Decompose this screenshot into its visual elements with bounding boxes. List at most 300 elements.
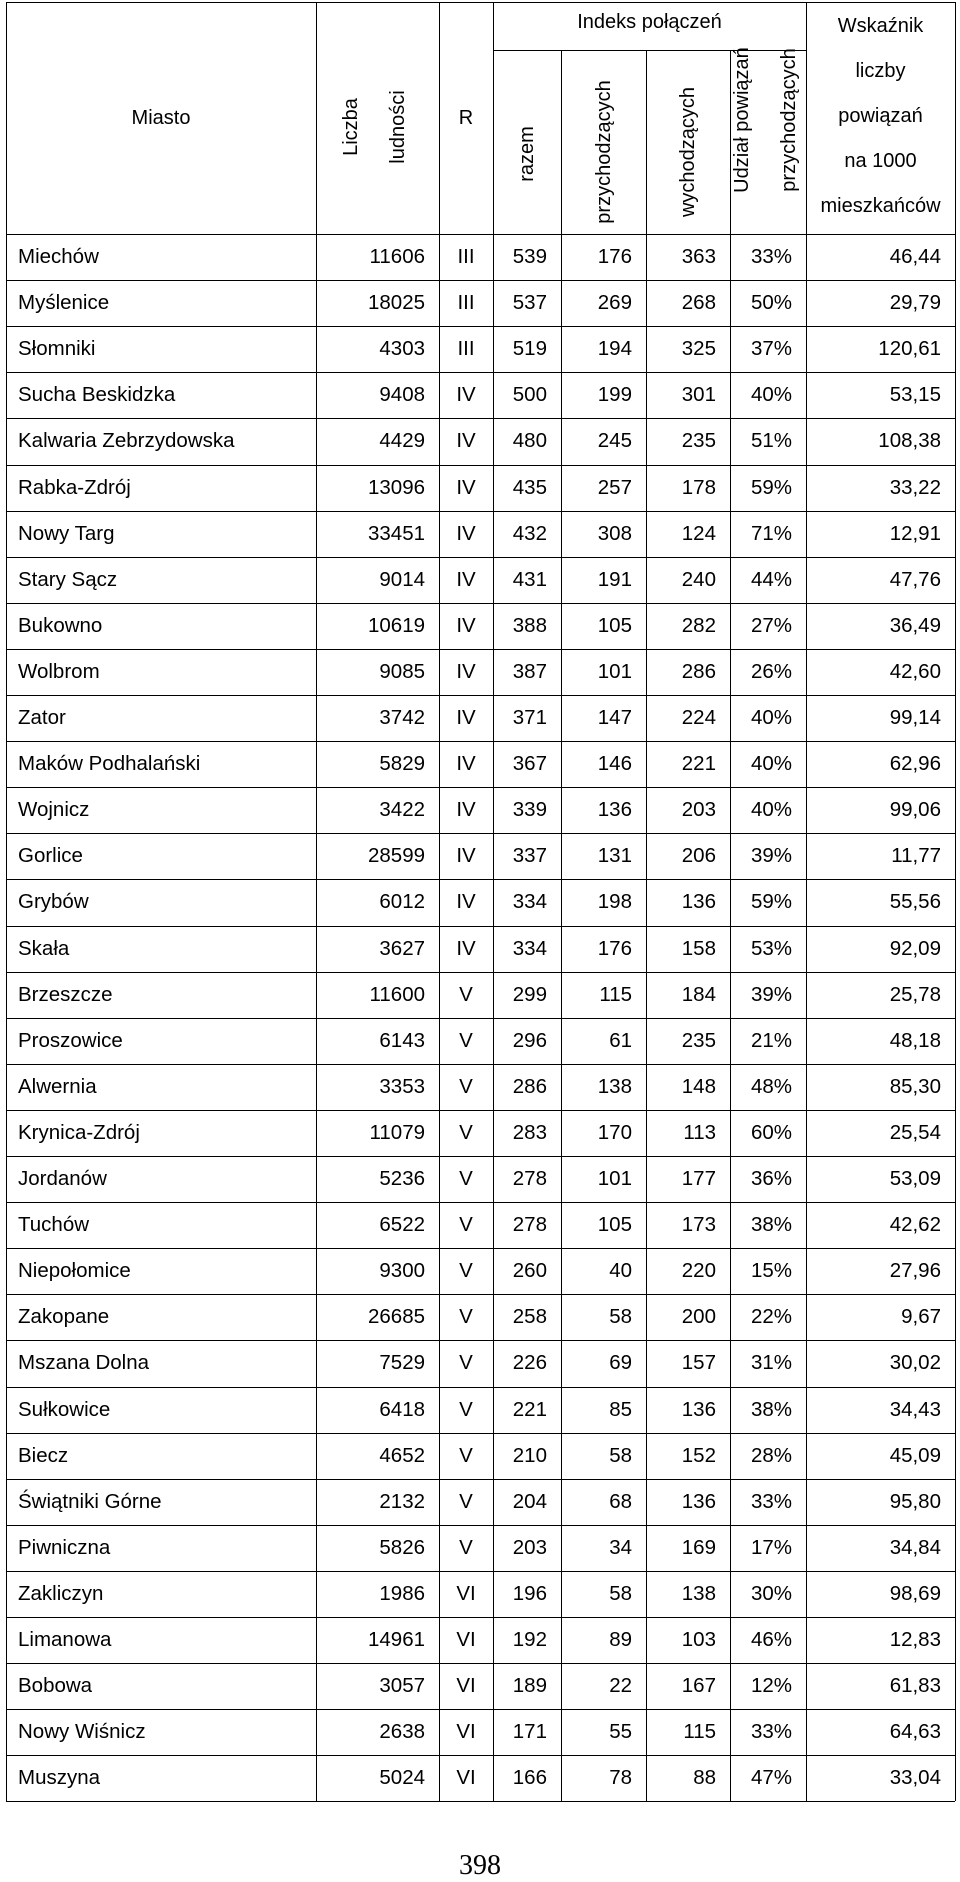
- cell-rank: IV: [456, 844, 476, 868]
- cell-index-incoming: 58: [609, 1443, 632, 1467]
- cell-ratio: 99,14: [889, 706, 941, 730]
- cell-ratio: 53,09: [889, 1167, 941, 1191]
- cell-index-total: 171: [512, 1720, 547, 1744]
- page-number: 398: [459, 1850, 501, 1881]
- row-separator: [6, 926, 955, 927]
- cell-share: 59%: [750, 890, 792, 914]
- cell-population: 2132: [379, 1489, 425, 1513]
- cell-ratio: 42,60: [889, 659, 941, 683]
- cell-index-outgoing: 88: [693, 1766, 716, 1790]
- header-index-incoming: przychodzących: [592, 80, 615, 224]
- cell-rank: IV: [456, 567, 476, 591]
- cell-ratio: 47,76: [889, 567, 941, 591]
- cell-index-incoming: 101: [597, 1167, 632, 1191]
- cell-ratio: 46,44: [889, 245, 941, 269]
- cell-ratio: 25,78: [889, 982, 941, 1006]
- cell-share: 40%: [750, 798, 792, 822]
- cell-city: Myślenice: [18, 291, 110, 315]
- cell-share: 40%: [750, 752, 792, 776]
- cell-share: 71%: [750, 521, 792, 545]
- cell-population: 5826: [379, 1535, 425, 1559]
- cell-index-total: 189: [512, 1674, 547, 1698]
- cell-share: 38%: [750, 1397, 792, 1421]
- row-separator: [6, 833, 955, 834]
- row-separator: [6, 603, 955, 604]
- cell-share: 27%: [750, 613, 792, 637]
- cell-city: Świątniki Górne: [18, 1489, 162, 1513]
- header-population-line2: ludności: [387, 90, 409, 164]
- cell-share: 50%: [750, 291, 792, 315]
- row-separator: [6, 972, 955, 973]
- cell-share: 40%: [750, 706, 792, 730]
- cell-population: 5236: [379, 1167, 425, 1191]
- column-separator: [6, 2, 7, 1801]
- cell-city: Proszowice: [18, 1028, 123, 1052]
- header-rank: R: [458, 107, 474, 129]
- cell-index-outgoing: 113: [683, 1120, 716, 1144]
- cell-index-outgoing: 184: [681, 982, 716, 1006]
- cell-index-incoming: 68: [609, 1489, 632, 1513]
- cell-index-outgoing: 136: [681, 1397, 716, 1421]
- cell-ratio: 120,61: [878, 337, 941, 361]
- cell-population: 11079: [369, 1120, 425, 1144]
- header-ratio-line: mieszkańców: [820, 195, 941, 217]
- cell-index-outgoing: 224: [681, 706, 716, 730]
- cell-index-total: 192: [512, 1628, 547, 1652]
- cell-ratio: 27,96: [889, 1259, 941, 1283]
- cell-ratio: 9,67: [901, 1305, 941, 1329]
- row-separator: [6, 879, 955, 880]
- cell-index-incoming: 105: [597, 1213, 632, 1237]
- row-separator: [6, 1110, 955, 1111]
- header-ratio-line: Wskaźnik: [837, 15, 924, 37]
- cell-share: 15%: [750, 1259, 792, 1283]
- cell-index-total: 258: [512, 1305, 547, 1329]
- cell-index-incoming: 308: [597, 521, 632, 545]
- cell-population: 11606: [369, 245, 425, 269]
- header-index-group: Indeks połączeń: [577, 11, 722, 33]
- cell-city: Nowy Wiśnicz: [18, 1720, 146, 1744]
- cell-index-outgoing: 167: [681, 1674, 716, 1698]
- cell-rank: V: [459, 1351, 473, 1375]
- row-separator: [6, 1433, 955, 1434]
- cell-index-incoming: 269: [597, 291, 632, 315]
- cell-rank: VI: [456, 1674, 476, 1698]
- row-separator: [6, 1156, 955, 1157]
- cell-index-outgoing: 301: [681, 383, 716, 407]
- cell-population: 6522: [379, 1213, 425, 1237]
- cell-share: 40%: [750, 383, 792, 407]
- cell-index-incoming: 136: [597, 798, 632, 822]
- row-separator: [6, 1340, 955, 1341]
- cell-share: 47%: [750, 1766, 792, 1790]
- header-index-outgoing: wychodzących: [677, 86, 699, 218]
- cell-share: 26%: [750, 659, 792, 683]
- cell-index-incoming: 257: [597, 475, 632, 499]
- cell-rank: III: [457, 337, 475, 361]
- cell-rank: V: [459, 1028, 473, 1052]
- header-ratio-line: liczby: [855, 60, 906, 82]
- cell-city: Zator: [18, 706, 66, 730]
- cell-index-total: 166: [512, 1766, 547, 1790]
- cell-city: Bukowno: [18, 613, 103, 637]
- row-separator: [6, 1064, 955, 1065]
- cell-rank: V: [459, 1120, 473, 1144]
- cell-index-total: 500: [512, 383, 547, 407]
- cell-ratio: 36,49: [889, 613, 941, 637]
- cell-city: Piwniczna: [18, 1535, 111, 1559]
- cell-index-incoming: 245: [597, 429, 632, 453]
- cell-ratio: 48,18: [889, 1028, 941, 1052]
- cell-index-outgoing: 115: [683, 1720, 716, 1744]
- cell-ratio: 11,77: [891, 844, 941, 868]
- cell-city: Grybów: [18, 890, 89, 914]
- cell-share: 59%: [750, 475, 792, 499]
- header-ratio-line: na 1000: [844, 150, 917, 172]
- cell-ratio: 12,91: [889, 521, 941, 545]
- row-separator: [6, 787, 955, 788]
- cell-index-outgoing: 221: [681, 752, 716, 776]
- cell-city: Stary Sącz: [18, 567, 118, 591]
- cell-share: 12%: [750, 1674, 792, 1698]
- cell-index-outgoing: 268: [681, 291, 716, 315]
- cell-city: Kalwaria Zebrzydowska: [18, 429, 235, 453]
- cell-index-total: 210: [512, 1443, 547, 1467]
- cell-population: 11600: [369, 982, 425, 1006]
- cell-share: 33%: [750, 245, 792, 269]
- cell-population: 3353: [379, 1074, 425, 1098]
- cell-share: 38%: [750, 1213, 792, 1237]
- cell-rank: IV: [456, 429, 476, 453]
- cell-rank: III: [457, 245, 475, 269]
- cell-population: 28599: [367, 844, 425, 868]
- cell-share: 48%: [750, 1074, 792, 1098]
- cell-index-incoming: 85: [609, 1397, 632, 1421]
- row-separator: [6, 465, 955, 466]
- cell-share: 33%: [750, 1489, 792, 1513]
- cell-index-incoming: 199: [597, 383, 632, 407]
- cell-rank: IV: [456, 659, 476, 683]
- cell-index-total: 339: [512, 798, 547, 822]
- cell-city: Nowy Targ: [18, 521, 115, 545]
- cell-share: 31%: [750, 1351, 792, 1375]
- cell-population: 1986: [379, 1581, 425, 1605]
- cell-population: 9408: [379, 383, 425, 407]
- row-separator: [6, 1294, 955, 1295]
- cell-rank: VI: [456, 1581, 476, 1605]
- cell-city: Limanowa: [18, 1628, 112, 1652]
- cell-ratio: 55,56: [889, 890, 941, 914]
- row-separator: [6, 280, 955, 281]
- cell-rank: IV: [456, 752, 476, 776]
- cell-share: 37%: [750, 337, 792, 361]
- cell-ratio: 53,15: [889, 383, 941, 407]
- cell-rank: VI: [456, 1766, 476, 1790]
- cell-index-outgoing: 148: [681, 1074, 716, 1098]
- cell-index-outgoing: 325: [681, 337, 716, 361]
- cell-rank: IV: [456, 475, 476, 499]
- row-separator: [6, 511, 955, 512]
- cell-rank: V: [459, 1489, 473, 1513]
- cell-city: Bobowa: [18, 1674, 93, 1698]
- cell-share: 33%: [750, 1720, 792, 1744]
- cell-ratio: 85,30: [889, 1074, 941, 1098]
- cell-index-total: 283: [512, 1120, 547, 1144]
- header-separator: [6, 234, 955, 235]
- cell-population: 18025: [367, 291, 425, 315]
- cell-ratio: 92,09: [889, 936, 941, 960]
- row-separator: [6, 1709, 955, 1710]
- cell-share: 28%: [750, 1443, 792, 1467]
- cell-ratio: 95,80: [889, 1489, 941, 1513]
- cell-share: 53%: [750, 936, 792, 960]
- cell-city: Niepołomice: [18, 1259, 131, 1283]
- cell-city: Sucha Beskidzka: [18, 383, 176, 407]
- cell-population: 6418: [379, 1397, 425, 1421]
- cell-rank: VI: [456, 1720, 476, 1744]
- cell-index-total: 226: [512, 1351, 547, 1375]
- cell-city: Tuchów: [18, 1213, 90, 1237]
- cell-ratio: 33,22: [889, 475, 941, 499]
- cell-index-outgoing: 136: [681, 1489, 716, 1513]
- cell-ratio: 33,04: [889, 1766, 941, 1790]
- cell-index-outgoing: 220: [681, 1259, 716, 1283]
- cell-population: 2638: [379, 1720, 425, 1744]
- cell-index-total: 371: [512, 706, 547, 730]
- cell-index-incoming: 131: [597, 844, 632, 868]
- cell-population: 14961: [367, 1628, 425, 1652]
- cell-rank: V: [459, 1535, 473, 1559]
- cell-share: 39%: [750, 844, 792, 868]
- cell-index-total: 203: [512, 1535, 547, 1559]
- cell-ratio: 64,63: [889, 1720, 941, 1744]
- cell-share: 44%: [750, 567, 792, 591]
- cell-rank: IV: [456, 936, 476, 960]
- cell-population: 5024: [379, 1766, 425, 1790]
- cell-index-total: 278: [512, 1213, 547, 1237]
- cell-index-total: 367: [512, 752, 547, 776]
- header-share-line2: przychodzących: [778, 48, 800, 192]
- cell-population: 3627: [379, 936, 425, 960]
- cell-index-incoming: 115: [599, 982, 632, 1006]
- cell-share: 21%: [750, 1028, 792, 1052]
- row-separator: [6, 557, 955, 558]
- data-table: [6, 2, 955, 1816]
- cell-index-total: 519: [512, 337, 547, 361]
- cell-population: 4303: [379, 337, 425, 361]
- cell-ratio: 98,69: [889, 1581, 941, 1605]
- cell-city: Biecz: [18, 1443, 69, 1467]
- cell-city: Zakopane: [18, 1305, 110, 1329]
- cell-index-outgoing: 158: [681, 936, 716, 960]
- cell-index-outgoing: 363: [681, 245, 716, 269]
- cell-index-total: 196: [512, 1581, 547, 1605]
- cell-index-total: 299: [512, 982, 547, 1006]
- cell-ratio: 30,02: [889, 1351, 941, 1375]
- cell-population: 26685: [367, 1305, 425, 1329]
- cell-population: 3742: [379, 706, 425, 730]
- cell-population: 33451: [367, 521, 425, 545]
- cell-index-incoming: 101: [597, 659, 632, 683]
- cell-index-incoming: 61: [609, 1028, 632, 1052]
- row-separator: [6, 326, 955, 327]
- cell-index-total: 431: [512, 567, 547, 591]
- row-separator: [6, 1018, 955, 1019]
- cell-index-incoming: 105: [597, 613, 632, 637]
- cell-ratio: 42,62: [889, 1213, 941, 1237]
- row-separator: [6, 1479, 955, 1480]
- header-index-total: razem: [516, 126, 538, 182]
- row-separator: [6, 1755, 955, 1756]
- cell-city: Słomniki: [18, 337, 96, 361]
- cell-index-outgoing: 235: [681, 429, 716, 453]
- cell-index-incoming: 191: [597, 567, 632, 591]
- cell-ratio: 62,96: [889, 752, 941, 776]
- cell-population: 6143: [379, 1028, 425, 1052]
- cell-ratio: 34,43: [889, 1397, 941, 1421]
- cell-city: Sułkowice: [18, 1397, 111, 1421]
- cell-index-outgoing: 136: [681, 890, 716, 914]
- cell-population: 9085: [379, 659, 425, 683]
- row-separator: [6, 1387, 955, 1388]
- cell-index-incoming: 176: [597, 245, 632, 269]
- cell-index-outgoing: 138: [681, 1581, 716, 1605]
- cell-city: Wolbrom: [18, 659, 100, 683]
- cell-index-outgoing: 169: [681, 1535, 716, 1559]
- cell-index-total: 337: [512, 844, 547, 868]
- row-separator: [6, 741, 955, 742]
- cell-ratio: 25,54: [889, 1120, 941, 1144]
- cell-ratio: 29,79: [889, 291, 941, 315]
- cell-ratio: 61,83: [889, 1674, 941, 1698]
- cell-rank: IV: [456, 706, 476, 730]
- cell-index-incoming: 170: [597, 1120, 632, 1144]
- cell-city: Zakliczyn: [18, 1581, 104, 1605]
- cell-rank: V: [459, 1305, 473, 1329]
- cell-index-incoming: 198: [597, 890, 632, 914]
- cell-index-total: 278: [512, 1167, 547, 1191]
- row-separator: [6, 1663, 955, 1664]
- cell-index-incoming: 147: [597, 706, 632, 730]
- row-separator: [6, 372, 955, 373]
- cell-share: 51%: [750, 429, 792, 453]
- cell-index-outgoing: 286: [681, 659, 716, 683]
- cell-ratio: 99,06: [889, 798, 941, 822]
- cell-population: 5829: [379, 752, 425, 776]
- cell-city: Skała: [18, 936, 70, 960]
- cell-city: Wojnicz: [18, 798, 90, 822]
- cell-rank: V: [459, 1259, 473, 1283]
- cell-population: 7529: [379, 1351, 425, 1375]
- row-separator: [6, 1617, 955, 1618]
- index-group-underline: [493, 50, 806, 51]
- header-share-line1: Udział powiązań: [731, 47, 753, 193]
- cell-index-outgoing: 177: [681, 1167, 716, 1191]
- cell-population: 6012: [379, 890, 425, 914]
- cell-rank: IV: [456, 890, 476, 914]
- row-separator: [6, 1248, 955, 1249]
- cell-share: 17%: [750, 1535, 792, 1559]
- cell-city: Alwernia: [18, 1074, 97, 1098]
- header-ratio-line: powiązań: [838, 105, 923, 127]
- cell-index-total: 260: [512, 1259, 547, 1283]
- cell-share: 36%: [750, 1167, 792, 1191]
- cell-city: Miechów: [18, 245, 99, 269]
- cell-rank: IV: [456, 613, 476, 637]
- cell-rank: V: [459, 982, 473, 1006]
- cell-index-total: 388: [512, 613, 547, 637]
- cell-index-total: 334: [512, 890, 547, 914]
- cell-index-outgoing: 178: [681, 475, 716, 499]
- cell-share: 39%: [750, 982, 792, 1006]
- cell-ratio: 45,09: [889, 1443, 941, 1467]
- cell-index-incoming: 34: [609, 1535, 632, 1559]
- cell-rank: V: [459, 1397, 473, 1421]
- cell-index-total: 296: [512, 1028, 547, 1052]
- cell-index-total: 539: [512, 245, 547, 269]
- cell-index-outgoing: 103: [681, 1628, 716, 1652]
- cell-index-incoming: 78: [609, 1766, 632, 1790]
- header-population-line1: Liczba: [340, 98, 362, 156]
- cell-index-incoming: 58: [609, 1581, 632, 1605]
- row-separator: [6, 418, 955, 419]
- cell-index-total: 435: [512, 475, 547, 499]
- row-separator: [6, 695, 955, 696]
- cell-population: 4429: [379, 429, 425, 453]
- cell-population: 10619: [367, 613, 425, 637]
- cell-index-total: 204: [512, 1489, 547, 1513]
- cell-index-outgoing: 203: [681, 798, 716, 822]
- cell-index-incoming: 55: [609, 1720, 632, 1744]
- cell-city: Mszana Dolna: [18, 1351, 150, 1375]
- cell-index-outgoing: 240: [681, 567, 716, 591]
- cell-index-incoming: 138: [597, 1074, 632, 1098]
- cell-ratio: 34,84: [889, 1535, 941, 1559]
- cell-rank: III: [457, 291, 475, 315]
- cell-index-outgoing: 152: [681, 1443, 716, 1467]
- cell-index-incoming: 58: [609, 1305, 632, 1329]
- cell-share: 30%: [750, 1581, 792, 1605]
- cell-rank: IV: [456, 383, 476, 407]
- cell-city: Maków Podhalański: [18, 752, 201, 776]
- cell-index-outgoing: 157: [681, 1351, 716, 1375]
- cell-population: 3057: [379, 1674, 425, 1698]
- row-separator: [6, 1202, 955, 1203]
- cell-index-total: 286: [512, 1074, 547, 1098]
- cell-index-total: 387: [512, 659, 547, 683]
- cell-ratio: 108,38: [878, 429, 941, 453]
- cell-share: 60%: [750, 1120, 792, 1144]
- header-city: Miasto: [131, 107, 191, 129]
- cell-rank: V: [459, 1167, 473, 1191]
- cell-city: Jordanów: [18, 1167, 107, 1191]
- table-border-bottom: [6, 1801, 955, 1802]
- cell-city: Krynica-Zdrój: [18, 1120, 140, 1144]
- cell-rank: V: [459, 1443, 473, 1467]
- cell-index-outgoing: 200: [681, 1305, 716, 1329]
- cell-index-total: 334: [512, 936, 547, 960]
- cell-rank: IV: [456, 521, 476, 545]
- cell-share: 46%: [750, 1628, 792, 1652]
- cell-index-incoming: 40: [609, 1259, 632, 1283]
- cell-index-incoming: 176: [597, 936, 632, 960]
- column-separator: [955, 2, 956, 1801]
- cell-city: Gorlice: [18, 844, 83, 868]
- cell-index-outgoing: 282: [681, 613, 716, 637]
- cell-index-incoming: 194: [597, 337, 632, 361]
- cell-index-outgoing: 124: [681, 521, 716, 545]
- cell-city: Brzeszcze: [18, 982, 113, 1006]
